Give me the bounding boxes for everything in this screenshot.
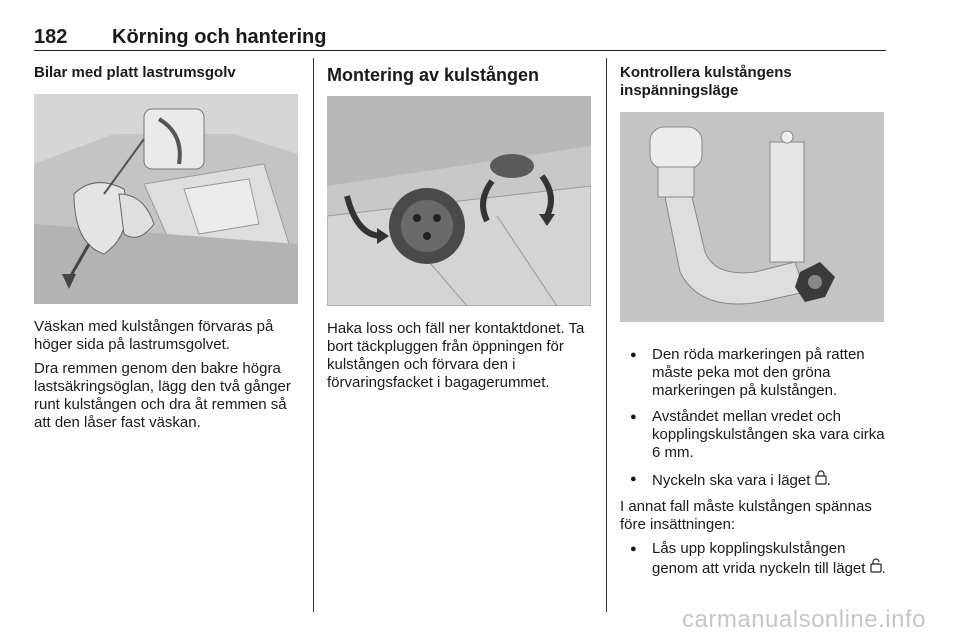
page-number: 182	[34, 26, 68, 48]
column-divider	[606, 58, 607, 612]
paragraph: Haka loss och fäll ner kontaktdonet. Ta bort täckpluggen från öppningen för kulstången och förvara den i förvaringsfacket i bagagerummet.	[327, 320, 585, 391]
column-divider	[313, 58, 314, 612]
towbar-illustration	[620, 112, 884, 322]
section-heading: Bilar med platt lastrumsgolv	[34, 64, 236, 81]
paragraph: I annat fall måste kulstången spännas före insättningen:	[620, 498, 872, 533]
list-item-text: Avståndet mellan vredet och kopplingskulstången ska vara cirka 6 mm.	[652, 408, 885, 461]
paragraph: Dra remmen genom den bakre högra lastsäkringsöglan, lägg den två gånger runt kulstången och dra åt remmen så att den låser fast väskan.	[34, 360, 291, 431]
list-item	[620, 346, 886, 400]
column-right	[620, 64, 886, 586]
padlock-unlocked-icon	[870, 560, 882, 576]
list-item-text: Lås upp kopplingskulstången genom att vrida nyckeln till läget	[652, 540, 866, 577]
list-item-text: Den röda markeringen på ratten måste peka mot den gröna markeringen på kulstången.	[652, 346, 865, 399]
section-heading: Kontrollera kulstångens inspänningsläge	[620, 64, 792, 99]
column-left	[34, 64, 300, 438]
list-item-text: Nyckeln ska vara i läget	[652, 472, 811, 489]
watermark: carmanualsonline.info	[682, 606, 926, 633]
padlock-locked-icon	[815, 472, 827, 488]
page-header	[34, 22, 886, 51]
connector-illustration	[327, 96, 591, 306]
paragraph: Väskan med kulstången förvaras på höger sida på lastrumsgolvet.	[34, 318, 274, 353]
list-item: ● Nyckeln ska vara i läget .	[620, 470, 886, 490]
chapter-title: Körning och hantering	[112, 26, 327, 48]
trunk-illustration	[34, 94, 298, 304]
section-heading: Montering av kulstången	[327, 65, 540, 85]
column-middle	[327, 64, 595, 398]
list-item	[620, 408, 886, 462]
list-item: ● Lås upp kopplingskulstången genom att vrida nyckeln till läget .	[620, 540, 886, 578]
